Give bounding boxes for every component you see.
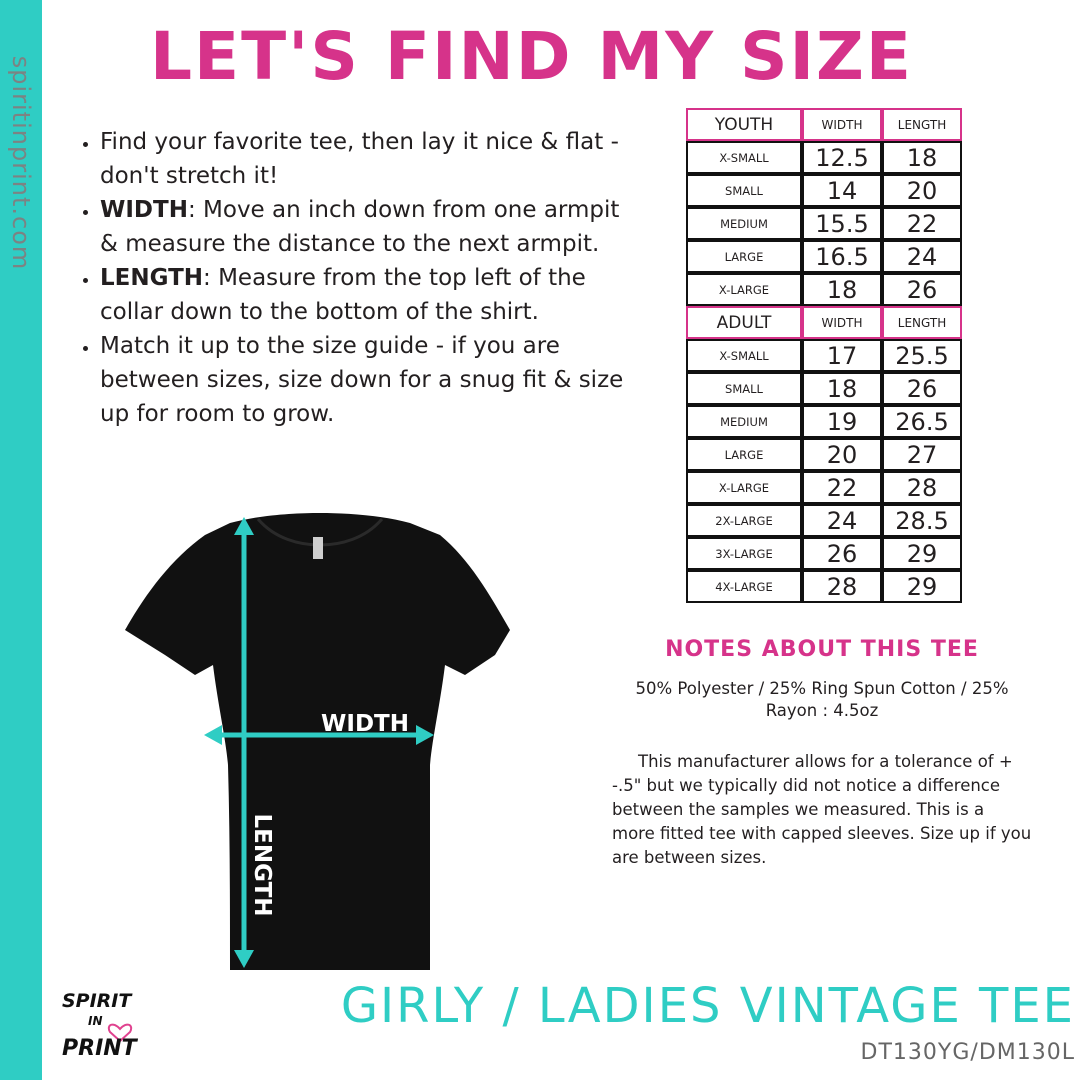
width-header: WIDTH: [802, 306, 882, 339]
svg-text:IN: IN: [88, 1014, 103, 1028]
sidebar-stripe: [0, 0, 42, 1080]
notes-fabric: 50% Polyester / 25% Ring Spun Cotton / 25% Rayon : 4.5oz: [635, 679, 1009, 720]
table-row: [686, 174, 962, 207]
width-label: WIDTH: [321, 711, 409, 737]
width-cell: 15.5: [802, 207, 882, 240]
length-cell: 28: [882, 471, 962, 504]
table-row: [686, 372, 962, 405]
table-row: [686, 207, 962, 240]
table-row: [686, 504, 962, 537]
width-cell: 14: [802, 174, 882, 207]
size-cell: 2X-LARGE: [686, 504, 802, 537]
length-cell: 26: [882, 273, 962, 306]
length-cell: 29: [882, 570, 962, 603]
spirit-in-print-logo: [58, 985, 153, 1070]
length-cell: 18: [882, 141, 962, 174]
size-cell: SMALL: [686, 174, 802, 207]
size-cell: SMALL: [686, 372, 802, 405]
size-cell: 3X-LARGE: [686, 537, 802, 570]
website-label: [4, 28, 38, 298]
tshirt-tag: [313, 537, 323, 559]
instruction-item: • Match it up to the size guide - if you are between sizes, size down for a snug fit & size up for room to grow.: [100, 329, 640, 431]
table-row: [686, 141, 962, 174]
width-cell: 28: [802, 570, 882, 603]
youth-header: YOUTH: [686, 108, 802, 141]
table-row: [686, 570, 962, 603]
length-cell: 20: [882, 174, 962, 207]
size-cell: X-LARGE: [686, 471, 802, 504]
size-chart-table: [686, 108, 962, 603]
instruction-item: • Find your favorite tee, then lay it nice & flat - don't stretch it!: [100, 125, 640, 193]
website-text: spiritinprint.com: [7, 55, 35, 271]
size-cell: X-LARGE: [686, 273, 802, 306]
notes-title: NOTES ABOUT THIS TEE: [665, 637, 979, 662]
instructions-list: [70, 125, 640, 431]
width-cell: 26: [802, 537, 882, 570]
width-cell: 17: [802, 339, 882, 372]
table-row: [686, 339, 962, 372]
size-cell: LARGE: [686, 438, 802, 471]
table-row: [686, 438, 962, 471]
tshirt-body: [125, 513, 510, 970]
table-row: [686, 273, 962, 306]
width-cell: 16.5: [802, 240, 882, 273]
length-cell: 29: [882, 537, 962, 570]
width-cell: 22: [802, 471, 882, 504]
size-cell: MEDIUM: [686, 207, 802, 240]
length-cell: 28.5: [882, 504, 962, 537]
length-cell: 24: [882, 240, 962, 273]
table-row: [686, 405, 962, 438]
length-label: LENGTH: [249, 813, 275, 917]
table-row: [686, 537, 962, 570]
svg-text:PRINT: PRINT: [62, 1036, 137, 1061]
size-cell: 4X-LARGE: [686, 570, 802, 603]
length-cell: 26: [882, 372, 962, 405]
table-row: [686, 240, 962, 273]
width-header: WIDTH: [802, 108, 882, 141]
size-cell: LARGE: [686, 240, 802, 273]
product-name: GIRLY / LADIES VINTAGE TEE: [340, 978, 1075, 1034]
width-cell: 18: [802, 273, 882, 306]
product-sku: DT130YG/DM130L: [860, 1040, 1075, 1065]
adult-header-row: [686, 306, 962, 339]
size-cell: X-SMALL: [686, 141, 802, 174]
adult-header: ADULT: [686, 306, 802, 339]
length-cell: 25.5: [882, 339, 962, 372]
size-cell: MEDIUM: [686, 405, 802, 438]
length-header: LENGTH: [882, 108, 962, 141]
length-cell: 22: [882, 207, 962, 240]
width-cell: 12.5: [802, 141, 882, 174]
size-cell: X-SMALL: [686, 339, 802, 372]
svg-text:SPIRIT: SPIRIT: [62, 990, 132, 1012]
length-cell: 26.5: [882, 405, 962, 438]
width-cell: 20: [802, 438, 882, 471]
tshirt-diagram: [110, 505, 530, 975]
length-cell: 27: [882, 438, 962, 471]
instruction-item: • WIDTH: Move an inch down from one armpit & measure the distance to the next armpit.: [100, 193, 640, 261]
page-title: LET'S FIND MY SIZE: [150, 18, 913, 95]
table-row: [686, 471, 962, 504]
width-cell: 24: [802, 504, 882, 537]
width-cell: 18: [802, 372, 882, 405]
width-cell: 19: [802, 405, 882, 438]
notes-description: This manufacturer allows for a tolerance of + -.5" but we typically did not notice a difference between the samples we measured. This is a more fitted tee with capped sleeves. Size up if you are between sizes.: [612, 752, 1032, 867]
youth-header-row: [686, 108, 962, 141]
instruction-item: • LENGTH: Measure from the top left of the collar down to the bottom of the shirt.: [100, 261, 640, 329]
length-header: LENGTH: [882, 306, 962, 339]
